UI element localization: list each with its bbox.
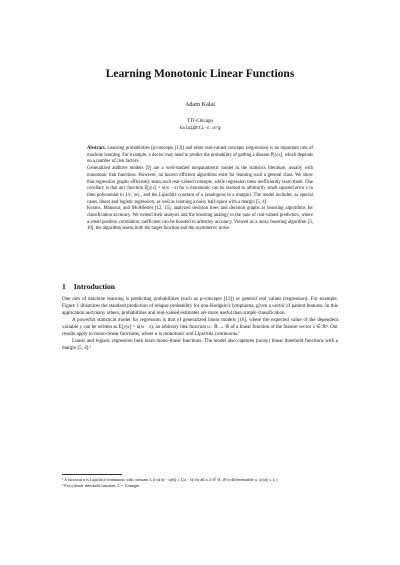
body-text: [62, 296, 338, 352]
paper-title: Learning Monotonic Linear Functions: [105, 68, 295, 80]
abstract-paragraph-1: [87, 146, 313, 166]
section-number: 1: [62, 282, 66, 291]
section-title: Introduction: [73, 282, 116, 291]
abstract-label: Abstract.: [87, 146, 106, 151]
abstract-paragraph-2: Generalized additive models [9] are a well-studied nonparametric model in the statistics literature, usually with monotonic link functions. However, no known efficient algorithms exist for learning such a general class. We show that regression graphs efficiently learn such real-valued concepts, while regression trees inefficiently learn them. One corollary is that any function E[y|x] = u(w · x) for u monotonic can be learned to arbitrarily small squared error ε in time polynomial in 1/ε, |w|₁, and the Lipschitz constant of u (analogous to a margin). The model includes, as special cases, linear and logistic regression, as well as learning a noisy half-space with a margin [5, 4].: [87, 166, 313, 205]
footnotes: [62, 477, 338, 489]
abstract: [87, 146, 313, 233]
section-heading: [62, 282, 115, 291]
body-paragraph-3: Linear and logistic regression both learn mono-linear functions. The model also captures (noisy) linear threshold functions with a margin [5, 4].²: [62, 338, 338, 352]
affiliation: TTI-Chicago: [186, 119, 214, 124]
footnote-rule: [62, 474, 122, 475]
author-affiliation-block: [0, 118, 400, 132]
footnote-2: ² For a linear threshold function, L = 1/margin.: [62, 483, 141, 488]
abstract-paragraph-3: Kearns, Mansour, and McAllester [12, 15], analyzed decision trees and decision graphs as boosting algorithms for classification accuracy. We extend their analysis and the boosting analogy to the case of real-valued predictors, where a small positive correlation coefficient can be boosted to arbitrary accuracy. Viewed as a noisy boosting algorithm [3, 10], the algorithm learns both the target function and the asymmetric noise.: [87, 206, 313, 232]
body-paragraph-2: A powerful statistical model for regression is that of generalized linear models [16], where the expected value of the dependent variable y can be written as E[y|x] = u(w · x), an arbitrary link function u : ℝ → ℝ of a linear function of the feature vector x ∈ ℝⁿ. Our results apply to mono-linear functions, where u is monotonic and Lipschitz continuous.¹: [62, 317, 338, 338]
author-name: Adam Kalai: [184, 101, 216, 108]
footnote-1: ¹ A function u is Lipschitz continuous with constant L if |u(a) − u(b)| ≤ L|a − b| for all a, b ∈ ℝ. (For differentiable u, |u′(a)| ≤ L.): [62, 477, 278, 482]
body-paragraph-1: One aim of machine learning is predicting probabilities (such as p-concepts [13]) or general real values (regression). For example, Figure 1 illustrates the standard prediction of relapse probability for non-Hodgkin's lymphoma, given a vector of patient features. In this application and many others, probabilities and real-valued estimates are more useful than simple classification.: [62, 296, 338, 317]
author-email: kalai@tti-c.org: [179, 126, 221, 131]
abstract-text-1: Learning probabilities (p-concepts [13]) and other real-valued concepts (regression) is an important role of machine learning. For example, a doctor may need to predict the probability of getting a disease P[y|x], which depends on a number of risk factors.: [87, 146, 313, 165]
